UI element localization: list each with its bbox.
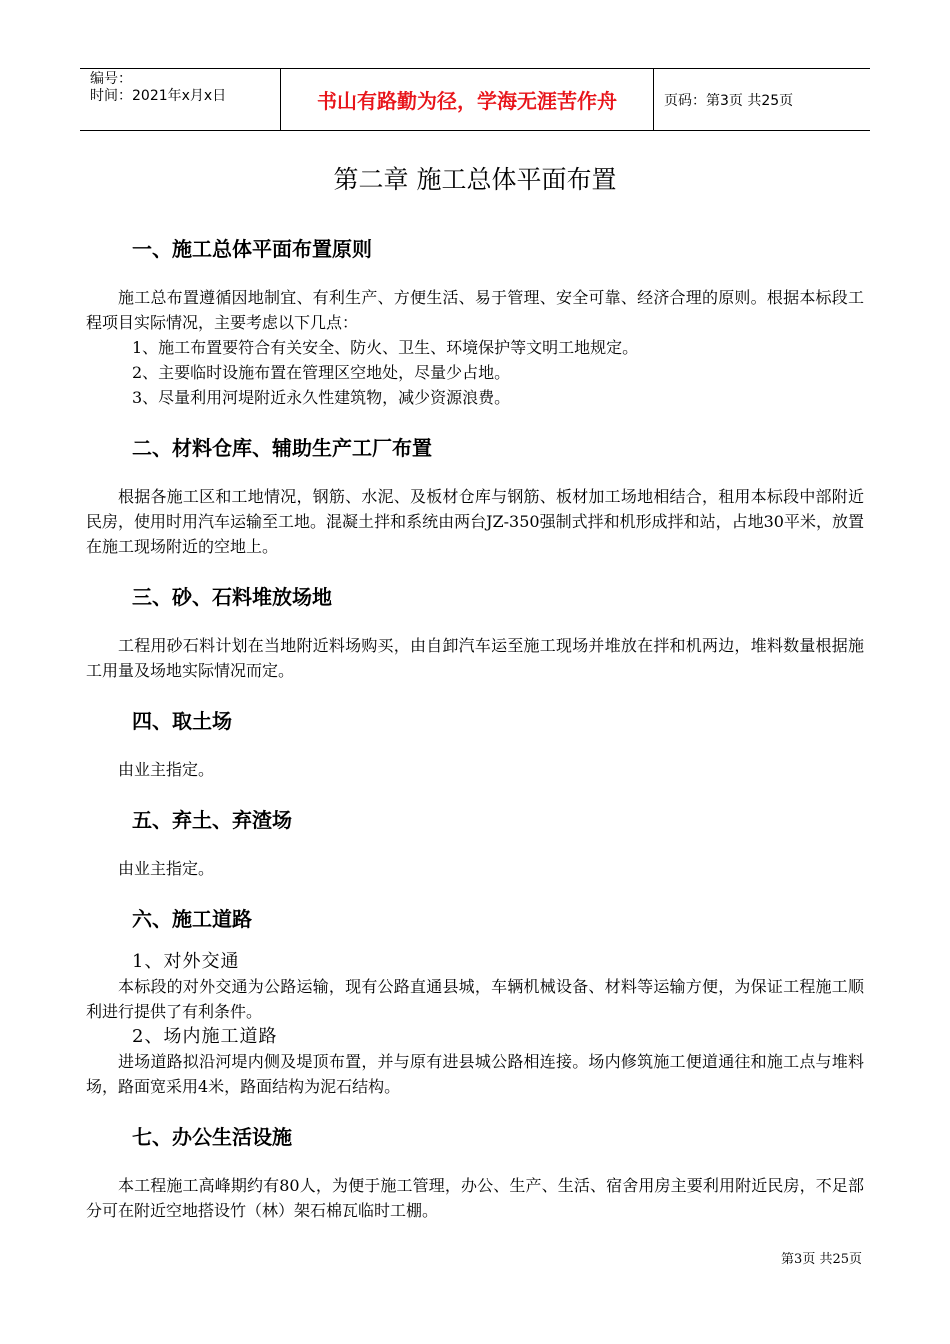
section-heading: 二、材料仓库、辅助生产工厂布置 [132,436,432,460]
section-paragraph: 由业主指定。 [118,760,215,779]
section-paragraph: 本工程施工高峰期约有80人，为便于施工管理，办公、生产、生活、宿舍用房主要利用附近民房，不足部分可在附近空地搭设竹（林）架石棉瓦临时工棚。 [86,1176,864,1220]
section-heading: 六、施工道路 [132,907,252,931]
section-heading: 四、取土场 [132,709,232,733]
document-number: 编号： [90,71,132,87]
section-paragraph: 施工总布置遵循因地制宜、有利生产、方便生活、易于管理、安全可靠、经济合理的原则。根据本标段工程项目实际情况，主要考虑以下几点： [86,288,864,332]
subsection-heading: 1、对外交通 [132,951,240,972]
document-date: 时间：2021年x月x日 [90,88,227,104]
section-paragraph: 工程用砂石料计划在当地附近料场购买，由自卸汽车运至施工现场并堆放在拌和机两边，堆料数量根据施工用量及场地实际情况而定。 [86,636,864,680]
section-paragraph: 由业主指定。 [118,859,215,878]
list-item: 2、主要临时设施布置在管理区空地处，尽量少占地。 [132,363,511,382]
section-paragraph: 本标段的对外交通为公路运输，现有公路直通县城，车辆机械设备、材料等运输方便，为保证工程施工顺利进行提供了有利条件。 [86,977,864,1021]
header-page-info: 页码：第3页 共25页 [664,92,794,109]
subsection-heading: 2、场内施工道路 [132,1026,278,1047]
section-heading: 七、办公生活设施 [132,1125,292,1149]
section-heading: 五、弃土、弃渣场 [132,808,292,832]
section-heading: 三、砂、石料堆放场地 [132,585,332,609]
list-item: 1、施工布置要符合有关安全、防火、卫生、环境保护等文明工地规定。 [132,338,639,357]
list-item: 3、尽量利用河堤附近永久性建筑物，减少资源浪费。 [132,388,511,407]
section-paragraph: 进场道路拟沿河堤内侧及堤顶布置，并与原有进县城公路相连接。场内修筑施工便道通往和施工点与堆料场，路面宽采用4米，路面结构为泥石结构。 [86,1052,864,1096]
chapter-title: 第二章 施工总体平面布置 [333,165,617,194]
header-meta [80,69,281,130]
page-header [80,68,870,131]
section-heading: 一、施工总体平面布置原则 [132,237,372,261]
page-footer: 第3页 共25页 [781,1252,862,1267]
document-body [86,235,864,1223]
section-paragraph: 根据各施工区和工地情况，钢筋、水泥、及板材仓库与钢筋、板材加工场地相结合，租用本标段中部附近民房，使用时用汽车运输至工地。混凝土拌和系统由两台JZ-350强制式拌和机形成拌和站，占地30平米，放置在施工现场附近的空地上。 [86,487,864,556]
header-motto: 书山有路勤为径，学海无涯苦作舟 [281,69,654,130]
